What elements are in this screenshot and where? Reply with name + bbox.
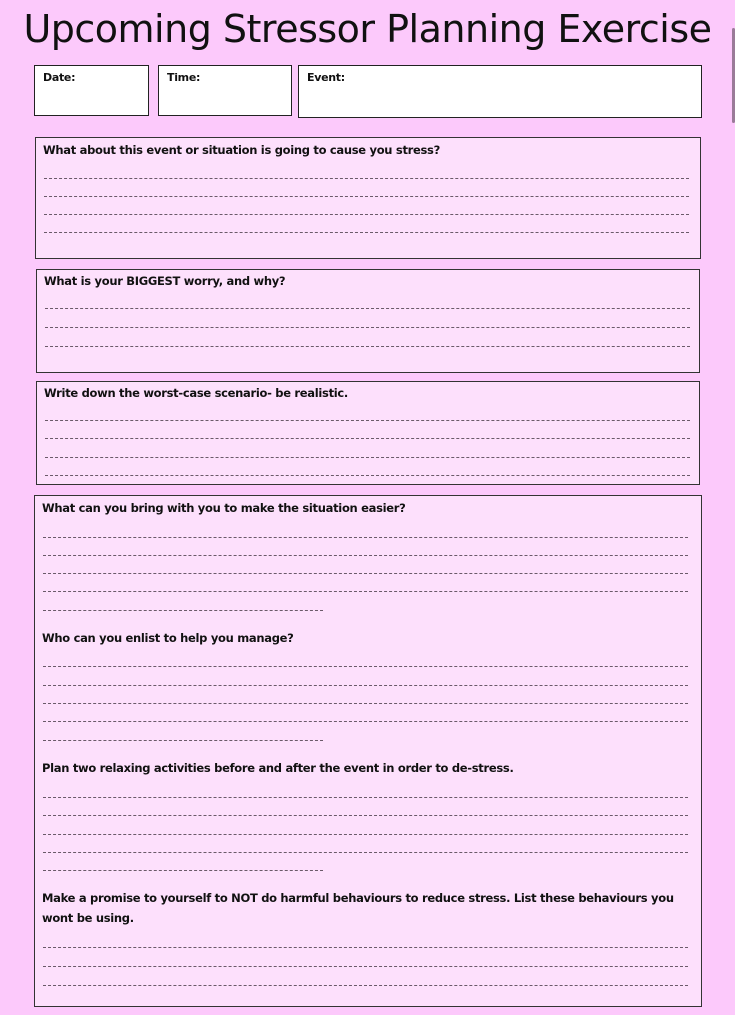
answer-line[interactable] xyxy=(43,666,688,667)
date-field[interactable] xyxy=(34,65,149,116)
answer-line[interactable] xyxy=(43,555,688,556)
answer-line[interactable] xyxy=(43,685,688,686)
event-field[interactable] xyxy=(298,65,702,118)
answer-line[interactable] xyxy=(43,985,688,986)
date-label: Date: xyxy=(43,71,76,84)
question-bring-with: What can you bring with you to make the situation easier? xyxy=(42,501,406,515)
event-label: Event: xyxy=(307,71,345,84)
question-harmful-behaviours: Make a promise to yourself to NOT do harmful behaviours to reduce stress. List these behaviours you wont be using. xyxy=(42,891,674,925)
answer-line[interactable] xyxy=(43,852,688,853)
answer-line[interactable] xyxy=(43,870,323,871)
answer-line[interactable] xyxy=(43,573,688,574)
answer-line[interactable] xyxy=(43,610,323,611)
answer-line[interactable] xyxy=(44,178,689,179)
answer-line[interactable] xyxy=(43,797,688,798)
answer-line[interactable] xyxy=(45,457,690,458)
planning-box[interactable] xyxy=(34,495,702,1007)
question-biggest-worry: What is your BIGGEST worry, and why? xyxy=(44,274,286,288)
answer-line[interactable] xyxy=(43,740,323,741)
answer-line[interactable] xyxy=(45,420,690,421)
answer-line[interactable] xyxy=(45,327,690,328)
answer-line[interactable] xyxy=(44,196,689,197)
time-field[interactable] xyxy=(158,65,292,116)
answer-line[interactable] xyxy=(43,721,688,722)
answer-line[interactable] xyxy=(45,308,690,309)
answer-line[interactable] xyxy=(45,475,690,476)
answer-line[interactable] xyxy=(43,537,688,538)
page-title: Upcoming Stressor Planning Exercise xyxy=(23,7,712,51)
answer-line[interactable] xyxy=(43,815,688,816)
answer-line[interactable] xyxy=(44,214,689,215)
stress-cause-box[interactable] xyxy=(35,137,701,259)
answer-line[interactable] xyxy=(43,947,688,948)
question-relaxing-activities: Plan two relaxing activities before and after the event in order to de-stress. xyxy=(42,761,514,775)
answer-line[interactable] xyxy=(43,834,688,835)
answer-line[interactable] xyxy=(44,232,689,233)
answer-line[interactable] xyxy=(43,591,688,592)
question-worst-case: Write down the worst-case scenario- be realistic. xyxy=(44,386,348,400)
answer-line[interactable] xyxy=(43,966,688,967)
biggest-worry-box[interactable] xyxy=(36,269,700,373)
question-stress-cause: What about this event or situation is going to cause you stress? xyxy=(43,143,440,157)
question-enlist-help: Who can you enlist to help you manage? xyxy=(42,631,294,645)
answer-line[interactable] xyxy=(45,438,690,439)
answer-line[interactable] xyxy=(43,703,688,704)
time-label: Time: xyxy=(167,71,201,84)
answer-line[interactable] xyxy=(45,346,690,347)
worst-case-box[interactable] xyxy=(36,381,700,485)
